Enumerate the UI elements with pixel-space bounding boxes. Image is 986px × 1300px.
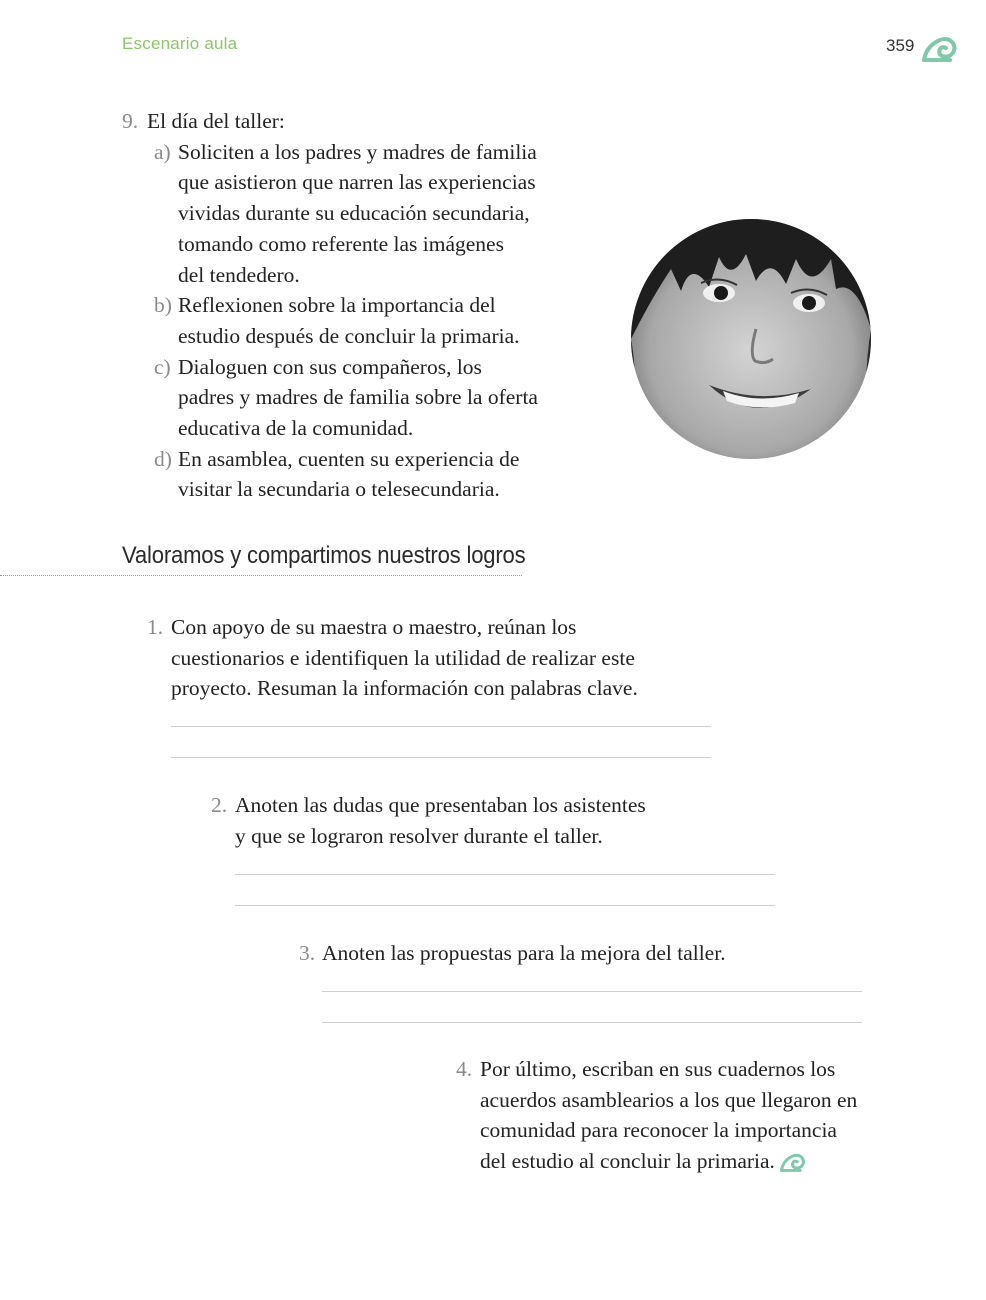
item-text-line: Reflexionen sobre la importancia del [178,293,496,318]
snail-icon [922,32,958,62]
question-text-line: Con apoyo de su maestra o maestro, reúnan los [171,615,577,639]
question-2 [211,790,646,851]
item-text-line: del tendedero. [178,262,300,287]
question-number: 3. [299,941,316,965]
question-text-line: proyecto. Resuman la información con palabras clave. [171,676,638,701]
page-number: 359 [886,36,915,55]
list-item [154,444,562,505]
question-number: 4. [456,1057,473,1081]
question-text-line: y que se lograron resolver durante el taller. [235,823,603,848]
activity-9 [122,106,562,505]
answer-line[interactable] [235,905,775,906]
item-text-line: visitar la secundaria o telesecundaria. [178,477,500,502]
item-text-line: que asistieron que narren las experiencias [178,170,536,195]
item-text-line: vividas durante su educación secundaria, [178,201,530,226]
section-divider [0,575,522,576]
answer-line[interactable] [322,1022,862,1023]
item-text-line: Dialoguen con sus compañeros, los [178,354,482,379]
item-letter: b) [154,293,172,318]
answer-line[interactable] [171,757,711,758]
item-text-line: En asamblea, cuenten su experiencia de [178,446,520,471]
list-item [154,137,562,291]
item-letter: c) [154,354,171,379]
item-text-line: tomando como referente las imágenes [178,231,504,256]
item-text-line: padres y madres de familia sobre la oferta [178,385,538,410]
question-text-line: del estudio al concluir la primaria. [480,1149,775,1174]
list-item [154,352,562,444]
answer-line[interactable] [171,726,711,727]
section-title: Valoramos y compartimos nuestros logros [122,542,526,569]
question-number: 1. [147,615,164,639]
answer-line[interactable] [235,874,775,875]
item-letter: d) [154,446,172,471]
girl-photo [631,219,871,459]
item-text-line: educativa de la comunidad. [178,416,414,441]
question-text-line: Anoten las propuestas para la mejora del taller. [322,941,726,965]
question-number: 2. [211,793,228,817]
section-header: Escenario aula [122,34,238,53]
item-letter: a) [154,139,171,164]
item-text-line: Soliciten a los padres y madres de familia [178,139,537,164]
activity-number: 9. [122,109,139,133]
question-text-line: cuestionarios e identifiquen la utilidad de realizar este [171,645,635,670]
question-3 [299,938,726,969]
question-text-line: Por último, escriban en sus cuadernos los [480,1057,836,1081]
question-text-line: comunidad para reconocer la importancia [480,1118,837,1143]
activity-title: El día del taller: [147,109,285,133]
question-1 [147,612,638,704]
list-item [154,290,562,351]
snail-icon [780,1150,806,1172]
question-text-line: Anoten las dudas que presentaban los asistentes [235,793,646,817]
item-text-line: estudio después de concluir la primaria. [178,323,520,348]
answer-line[interactable] [322,991,862,992]
question-text-line: acuerdos asamblearios a los que llegaron en [480,1087,858,1112]
